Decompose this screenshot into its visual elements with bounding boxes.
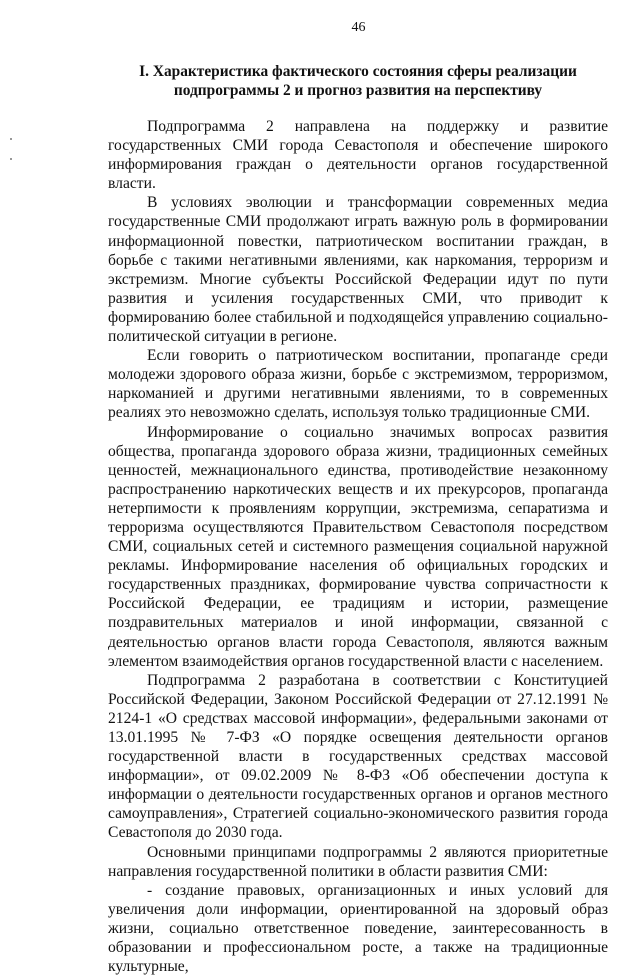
paragraph-2: В условиях эволюции и трансформации современных медиа государственные СМИ продолжают играть важную роль в формировании информационной повестки, патриотическом воспитании граждан, в борьбе с такими негативными явлениями, как наркомания, терроризм и экстремизм. Многие субъекты Российской Федерации идут по пути развития и усиления государственных СМИ, что приводит к формированию более стабильной и подходящейся управлению социально-политической ситуации в регионе. (108, 194, 608, 346)
paragraph-3: Если говорить о патриотическом воспитании, пропаганде среди молодежи здорового образа жизни, борьбе с экстремизмом, терроризмом, наркоманией и другими негативными явлениями, то в современных реалиях это невозможно сделать, используя только традиционные СМИ. (108, 347, 608, 422)
paragraph-6: Основными принципами подпрограммы 2 являются приоритетные направления государственной политики в области развития СМИ: (108, 843, 608, 880)
paragraph-1: Подпрограмма 2 направлена на поддержку и развитие государственных СМИ города Севастополя и обеспечение широкого информирования граждан о деятельности органов государственной власти. (108, 118, 608, 193)
page-number: 46 (351, 20, 366, 35)
paragraph-7: - создание правовых, организационных и иных условий для увеличения доли информации, ориентированной на здоровый образ жизни, социально ответственное поведение, заинтересованность в образовании и профессиональном росте, а также на традиционные культурные, (108, 881, 608, 976)
paragraph-4: Информирование о социально значимых вопросах развития общества, пропаганда здорового образа жизни, традиционных семейных ценностей, межнационального единства, противодействие незаконному распространению наркотических веществ и их прекурсоров, пропаганда нетерпимости к проявлениям коррупции, экстремизма, сепаратизма и терроризма осуществляются Правительством Севастополя посредством СМИ, социальных сетей и системного размещения социальной наружной рекламы. Информирование населения об официальных городских и государственных праздниках, формирование чувства сопричастности к Российской Федерации, ее традициям и истории, размещение поздравительных материалов и иной информации, связанной с деятельностью органов власти города Севастополя, являются важным элементом взаимодействия органов государственной власти с населением. (108, 423, 608, 670)
scan-speck (10, 138, 12, 140)
section-heading: I. Характеристика фактического состояния сферы реализации подпрограммы 2 и прогноз развития на перспективу (139, 63, 577, 99)
paragraph-5: Подпрограмма 2 разработана в соответствии с Конституцией Российской Федерации, Законом Российской Федерации от 27.12.1991 № 2124-1 «О средствах массовой информации», федеральными законами от 13.01.1995 № 7-ФЗ «О порядке освещения деятельности органов государственной власти в государственных средствах массовой информации», от 09.02.2009 № 8-ФЗ «Об обеспечении доступа к информации о деятельности государственных органов и органов местного самоуправления», Стратегией социально-экономического развития города Севастополя до 2030 года. (108, 671, 608, 842)
body-text (108, 117, 608, 976)
scan-speck (10, 158, 12, 160)
